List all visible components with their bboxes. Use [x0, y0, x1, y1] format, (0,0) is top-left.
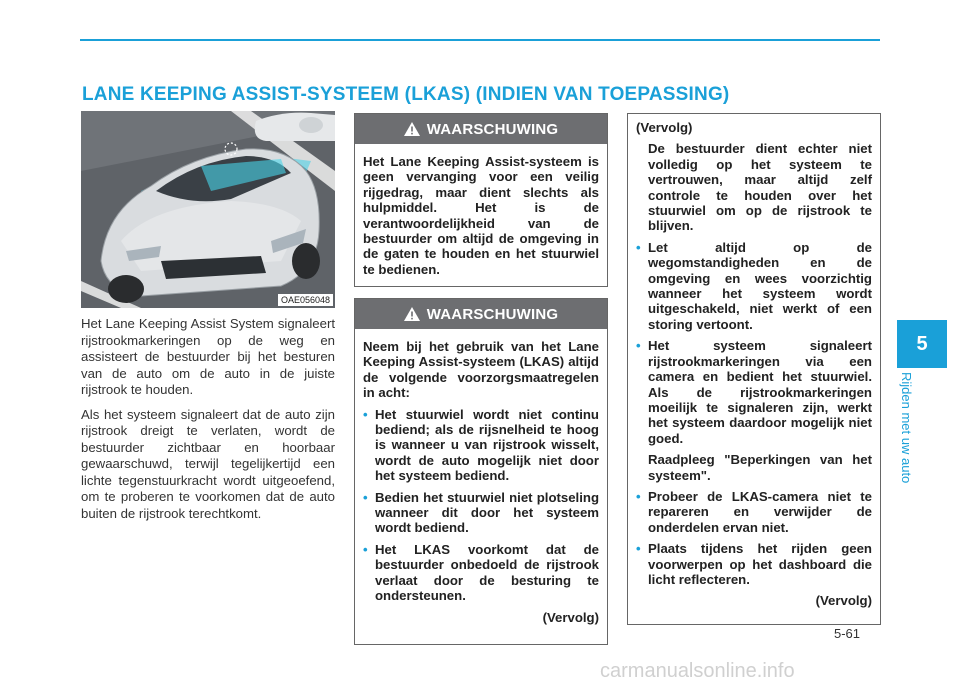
warning-box-1 [354, 113, 608, 287]
warning-box-3 [627, 113, 881, 625]
warning-intro: Neem bij het gebruik van het Lane Keeping Assist-systeem (LKAS) altijd de volgende voorzorgsmaatregelen in acht: [363, 339, 599, 401]
illustration-code: OAE056048 [278, 294, 333, 306]
top-rule [80, 39, 880, 41]
list-item-text: Het systeem signaleert rijstrookmarkeringen via een camera en bedient het stuurwiel. Als de rijstrookmarkeringen moeilijk te signaleren zijn, werkt het systeem daardoor mogelijk niet goed. [648, 338, 872, 446]
list-item-text: Bedien het stuurwiel niet plotseling wanneer dit door het systeem wordt bediend. [375, 489, 599, 536]
bullet-icon: • [363, 541, 368, 557]
warning-heading: WAARSCHUWING [426, 120, 559, 138]
warning-triangle-icon [404, 307, 420, 321]
watermark: carmanualsonline.info [600, 660, 795, 682]
bullet-icon: • [363, 406, 368, 422]
section-title: LANE KEEPING ASSIST-SYSTEEM (LKAS) (INDIEN VAN TOEPASSING) [82, 84, 730, 105]
warning-header [355, 299, 607, 329]
list-item-text: Let altijd op de wegomstandigheden en de omgeving en wees voorzichtig wanneer het systeem wordt uitgeschakeld, niet werkt of een storing vertoont. [648, 239, 872, 332]
warning-lead: De bestuurder dient echter niet volledig op het systeem te vertrouwen, maar altijd zelf controle te houden over het stuurwiel om op de rijstrook te blijven. [648, 141, 872, 234]
page-number: 5-61 [834, 626, 861, 641]
warning-body [355, 144, 607, 291]
list-item [363, 542, 599, 604]
list-item [363, 407, 599, 484]
warning-header [355, 114, 607, 144]
bullet-icon: • [636, 488, 641, 504]
continued-label: (Vervolg) [636, 120, 693, 135]
warning-text: Het Lane Keeping Assist-systeem is geen vervanging voor een veilig rijgedrag, maar dient slechts als hulpmiddel. Het is de verantwoordelijkheid van de bestuurder om altijd de omgeving in de gaten te houden en het stuurwiel te bedienen. [363, 154, 599, 277]
warning-heading: WAARSCHUWING [426, 305, 559, 323]
warning-body [628, 114, 880, 623]
body-paragraph: Het Lane Keeping Assist System signaleert rijstrookmarkeringen op de weg en assisteert de bestuurder bij het besturen van de auto om de auto in de juiste rijstrook te houden. [81, 316, 335, 397]
list-item-text: Het LKAS voorkomt dat de bestuurder onbedoeld de rijstrook verlaat door de besturing te ondersteunen. [375, 541, 599, 604]
bullet-icon: • [636, 239, 641, 255]
chapter-label-text: Rijden met uw auto [899, 372, 914, 484]
warning-list [636, 240, 872, 446]
continued-label: (Vervolg) [815, 593, 872, 609]
body-text [81, 316, 335, 530]
chapter-tab: 5 [897, 320, 947, 368]
warning-list [636, 489, 872, 587]
warning-list [363, 407, 599, 604]
list-item [636, 541, 872, 587]
warning-triangle-icon [404, 122, 420, 136]
list-item-text: Het stuurwiel wordt niet continu bediend; als de rijsnelheid te hoog is wanneer u van rijstrook wisselt, wordt de auto mogelijk niet door het systeem bediend. [375, 406, 599, 484]
warning-box-2 [354, 298, 608, 645]
body-paragraph: Als het systeem signaleert dat de auto zijn rijstrook dreigt te verlaten, wordt de bestuurder zichtbaar en hoorbaar gewaarschuwd, terwijl tegelijkertijd een lichte tegenstuurkracht wordt uitgeoefend, om te proberen te voorkomen dat de auto buiten de rijstrook terechtkomt. [81, 406, 335, 521]
continued-label: (Vervolg) [542, 609, 599, 625]
warning-body [355, 329, 607, 639]
bullet-icon: • [636, 338, 641, 354]
bullet-icon: • [636, 541, 641, 557]
list-item [636, 489, 872, 535]
list-item [636, 338, 872, 446]
bullet-icon: • [363, 489, 368, 505]
list-item [363, 490, 599, 536]
list-item-text: Probeer de LKAS-camera niet te repareren en verwijder de onderdelen ervan niet. [648, 488, 872, 535]
list-item-text: Plaats tijdens het rijden geen voorwerpen op het dashboard die licht reflecteren. [648, 541, 872, 587]
car-lane-illustration [81, 111, 335, 308]
warning-reference: Raadpleeg "Beperkingen van het systeem". [648, 452, 872, 483]
car-illustration-svg [81, 111, 335, 308]
list-item [636, 240, 872, 332]
